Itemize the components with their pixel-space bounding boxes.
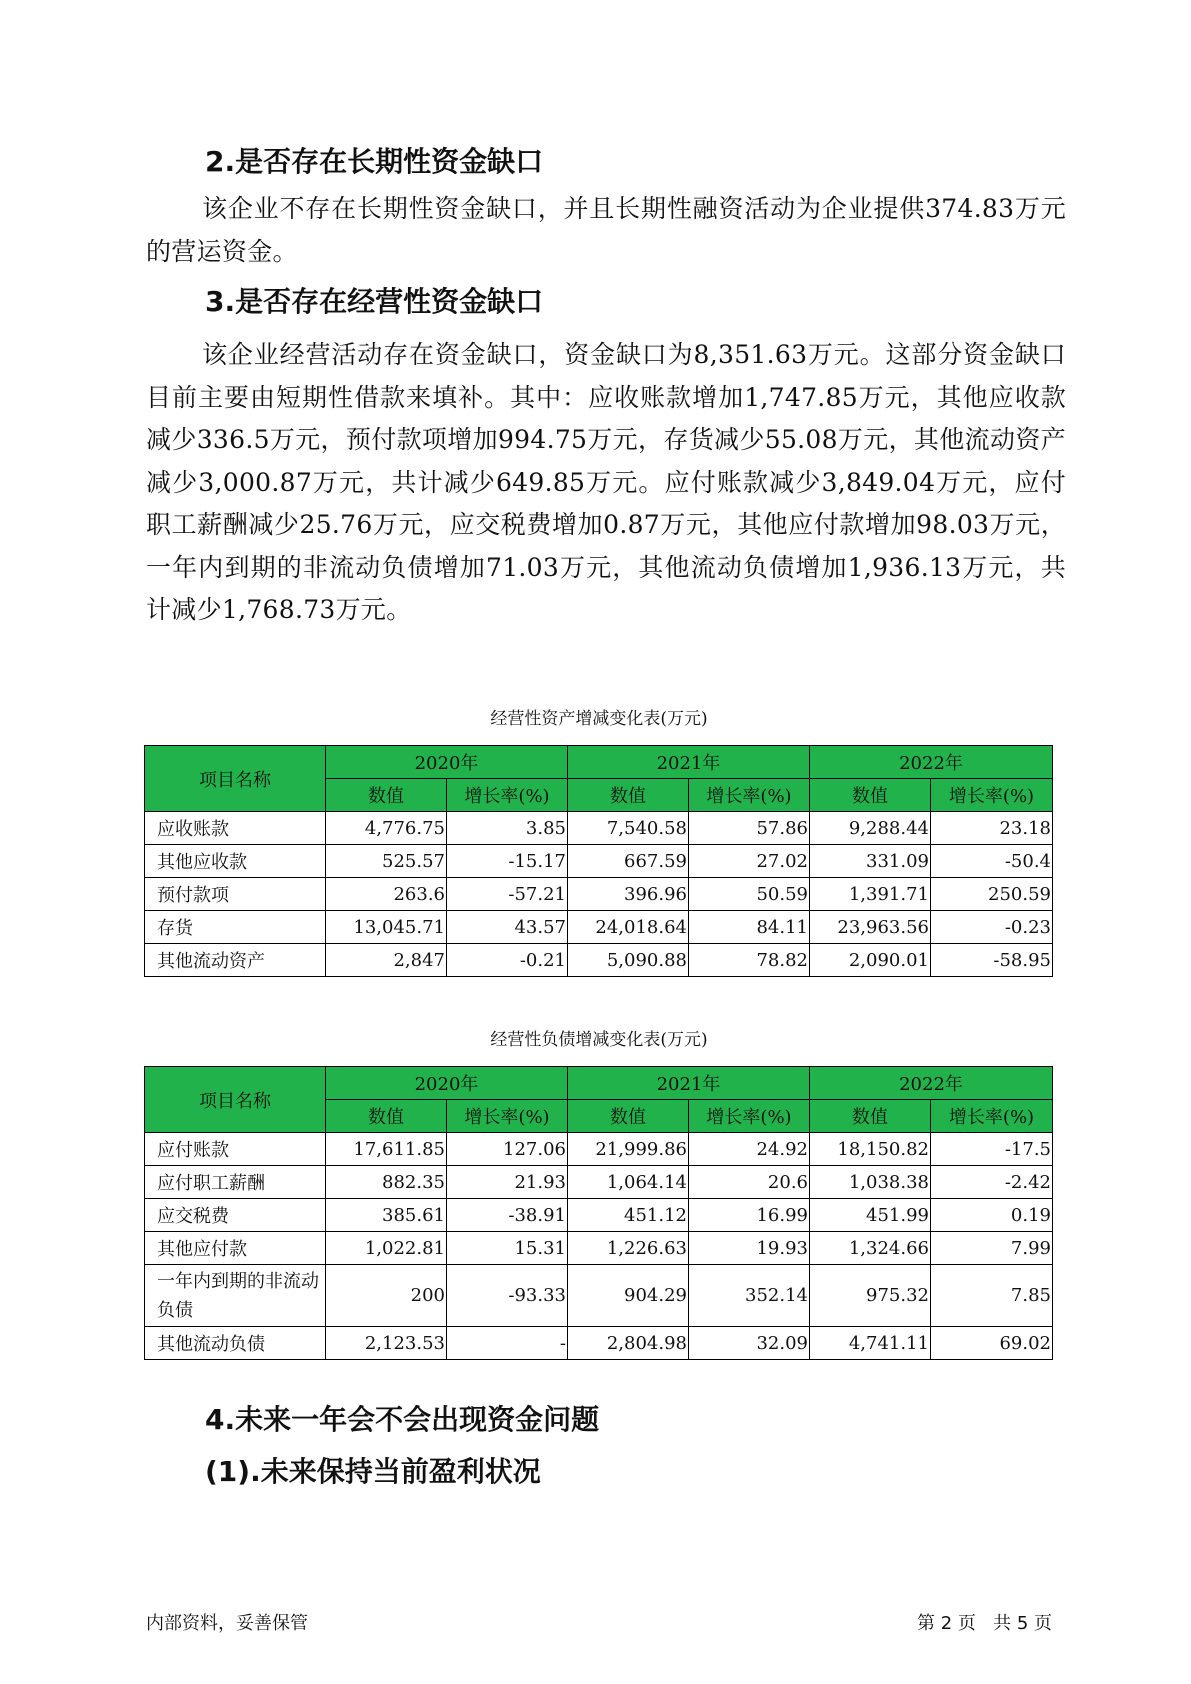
footer-confidential-note: 内部资料，妥善保管	[146, 1613, 308, 1634]
cell-value: 1,022.81	[326, 1232, 447, 1265]
cell-value: 7,540.58	[568, 812, 689, 845]
rate-header: 增长率(%)	[931, 1100, 1053, 1133]
cell-rate: 78.82	[689, 944, 810, 977]
row-label: 其他流动负债	[145, 1327, 326, 1360]
table-row	[145, 1166, 1053, 1199]
cell-rate: 127.06	[447, 1133, 568, 1166]
cell-rate: -2.42	[931, 1166, 1053, 1199]
cell-value: 1,391.71	[810, 878, 931, 911]
year-header: 2020年	[326, 746, 568, 779]
value-header: 数值	[568, 1100, 689, 1133]
rate-header: 增长率(%)	[931, 779, 1053, 812]
cell-value: 4,741.11	[810, 1327, 931, 1360]
cell-rate: 57.86	[689, 812, 810, 845]
cell-rate: -50.4	[931, 845, 1053, 878]
cell-rate: 7.85	[931, 1265, 1053, 1327]
liabilities-change-table	[144, 1066, 1053, 1360]
cell-value: 4,776.75	[326, 812, 447, 845]
rate-header: 增长率(%)	[689, 1100, 810, 1133]
cell-value: 385.61	[326, 1199, 447, 1232]
cell-value: 24,018.64	[568, 911, 689, 944]
table-row	[145, 911, 1053, 944]
cell-value: 882.35	[326, 1166, 447, 1199]
table-2-caption: 经营性负债增减变化表(万元)	[490, 1030, 708, 1050]
cell-rate: 15.31	[447, 1232, 568, 1265]
cell-rate: 84.11	[689, 911, 810, 944]
year-header: 2020年	[326, 1067, 568, 1100]
row-label: 其他应付款	[145, 1232, 326, 1265]
section-2-paragraph: 该企业不存在长期性资金缺口，并且长期性融资活动为企业提供374.83万元的营运资金。	[146, 194, 1066, 266]
cell-rate: 0.19	[931, 1199, 1053, 1232]
section-4-1-title: (1).未来保持当前盈利状况	[205, 1455, 541, 1488]
cell-rate: -57.21	[447, 878, 568, 911]
item-name-header: 项目名称	[145, 746, 326, 812]
cell-rate: -	[447, 1327, 568, 1360]
cell-value: 1,226.63	[568, 1232, 689, 1265]
cell-rate: -93.33	[447, 1265, 568, 1327]
cell-value: 2,090.01	[810, 944, 931, 977]
table-row	[145, 1232, 1053, 1265]
cell-rate: 7.99	[931, 1232, 1053, 1265]
cell-rate: 20.6	[689, 1166, 810, 1199]
cell-value: 23,963.56	[810, 911, 931, 944]
cell-value: 9,288.44	[810, 812, 931, 845]
cell-value: 451.99	[810, 1199, 931, 1232]
cell-value: 396.96	[568, 878, 689, 911]
section-4-title: 4.未来一年会不会出现资金问题	[205, 1403, 600, 1436]
cell-value: 975.32	[810, 1265, 931, 1327]
assets-change-table	[144, 745, 1053, 977]
row-label: 应付账款	[145, 1133, 326, 1166]
table-row	[145, 1327, 1053, 1360]
cell-value: 667.59	[568, 845, 689, 878]
cell-value: 2,804.98	[568, 1327, 689, 1360]
item-name-header: 项目名称	[145, 1067, 326, 1133]
row-label: 其他应收款	[145, 845, 326, 878]
cell-value: 18,150.82	[810, 1133, 931, 1166]
cell-value: 5,090.88	[568, 944, 689, 977]
cell-value: 21,999.86	[568, 1133, 689, 1166]
cell-rate: -38.91	[447, 1199, 568, 1232]
table-row	[145, 1265, 1053, 1327]
cell-rate: -15.17	[447, 845, 568, 878]
cell-rate: 43.57	[447, 911, 568, 944]
row-label: 其他流动资产	[145, 944, 326, 977]
cell-rate: 23.18	[931, 812, 1053, 845]
cell-rate: -0.21	[447, 944, 568, 977]
cell-value: 13,045.71	[326, 911, 447, 944]
cell-rate: 16.99	[689, 1199, 810, 1232]
year-header: 2021年	[568, 1067, 810, 1100]
rate-header: 增长率(%)	[447, 779, 568, 812]
cell-value: 17,611.85	[326, 1133, 447, 1166]
year-header: 2022年	[810, 746, 1053, 779]
table-row	[145, 878, 1053, 911]
cell-value: 904.29	[568, 1265, 689, 1327]
cell-value: 200	[326, 1265, 447, 1327]
section-3-title: 3.是否存在经营性资金缺口	[205, 285, 544, 318]
cell-rate: 352.14	[689, 1265, 810, 1327]
table-row	[145, 1199, 1053, 1232]
section-2-title: 2.是否存在长期性资金缺口	[205, 145, 544, 178]
value-header: 数值	[326, 779, 447, 812]
footer-page-number: 第 2 页 共 5 页	[917, 1613, 1052, 1634]
rate-header: 增长率(%)	[689, 779, 810, 812]
cell-rate: 21.93	[447, 1166, 568, 1199]
cell-value: 1,324.66	[810, 1232, 931, 1265]
value-header: 数值	[568, 779, 689, 812]
cell-rate: 3.85	[447, 812, 568, 845]
cell-value: 1,038.38	[810, 1166, 931, 1199]
row-label: 一年内到期的非流动负债	[145, 1265, 326, 1327]
cell-value: 525.57	[326, 845, 447, 878]
cell-value: 1,064.14	[568, 1166, 689, 1199]
cell-rate: 50.59	[689, 878, 810, 911]
table-1-caption: 经营性资产增减变化表(万元)	[490, 709, 708, 729]
cell-rate: 24.92	[689, 1133, 810, 1166]
cell-rate: 27.02	[689, 845, 810, 878]
cell-value: 2,123.53	[326, 1327, 447, 1360]
cell-value: 263.6	[326, 878, 447, 911]
value-header: 数值	[810, 779, 931, 812]
table-row	[145, 812, 1053, 845]
year-header: 2022年	[810, 1067, 1053, 1100]
value-header: 数值	[810, 1100, 931, 1133]
row-label: 应收账款	[145, 812, 326, 845]
table-row	[145, 1133, 1053, 1166]
cell-rate: 32.09	[689, 1327, 810, 1360]
table-row	[145, 845, 1053, 878]
cell-rate: -58.95	[931, 944, 1053, 977]
rate-header: 增长率(%)	[447, 1100, 568, 1133]
cell-value: 331.09	[810, 845, 931, 878]
row-label: 应交税费	[145, 1199, 326, 1232]
cell-rate: 69.02	[931, 1327, 1053, 1360]
year-header: 2021年	[568, 746, 810, 779]
row-label: 应付职工薪酬	[145, 1166, 326, 1199]
cell-rate: -0.23	[931, 911, 1053, 944]
cell-rate: 250.59	[931, 878, 1053, 911]
cell-rate: 19.93	[689, 1232, 810, 1265]
value-header: 数值	[326, 1100, 447, 1133]
row-label: 存货	[145, 911, 326, 944]
cell-value: 2,847	[326, 944, 447, 977]
section-3-paragraph: 该企业经营活动存在资金缺口，资金缺口为8,351.63万元。这部分资金缺口目前主要由短期性借款来填补。其中：应收账款增加1,747.85万元，其他应收款减少336.5万元，预付款项增加994.75万元，存货减少55.08万元，其他流动资产减少3,000.87万元，共计减少649.85万元。应付账款减少3,849.04万元，应付职工薪酬减少25.76万元，应交税费增加0.87万元，其他应付款增加98.03万元，一年内到期的非流动负债增加71.03万元，其他流动负债增加1,936.13万元，共计减少1,768.73万元。	[146, 340, 1066, 624]
table-row	[145, 944, 1053, 977]
cell-rate: -17.5	[931, 1133, 1053, 1166]
row-label: 预付款项	[145, 878, 326, 911]
cell-value: 451.12	[568, 1199, 689, 1232]
